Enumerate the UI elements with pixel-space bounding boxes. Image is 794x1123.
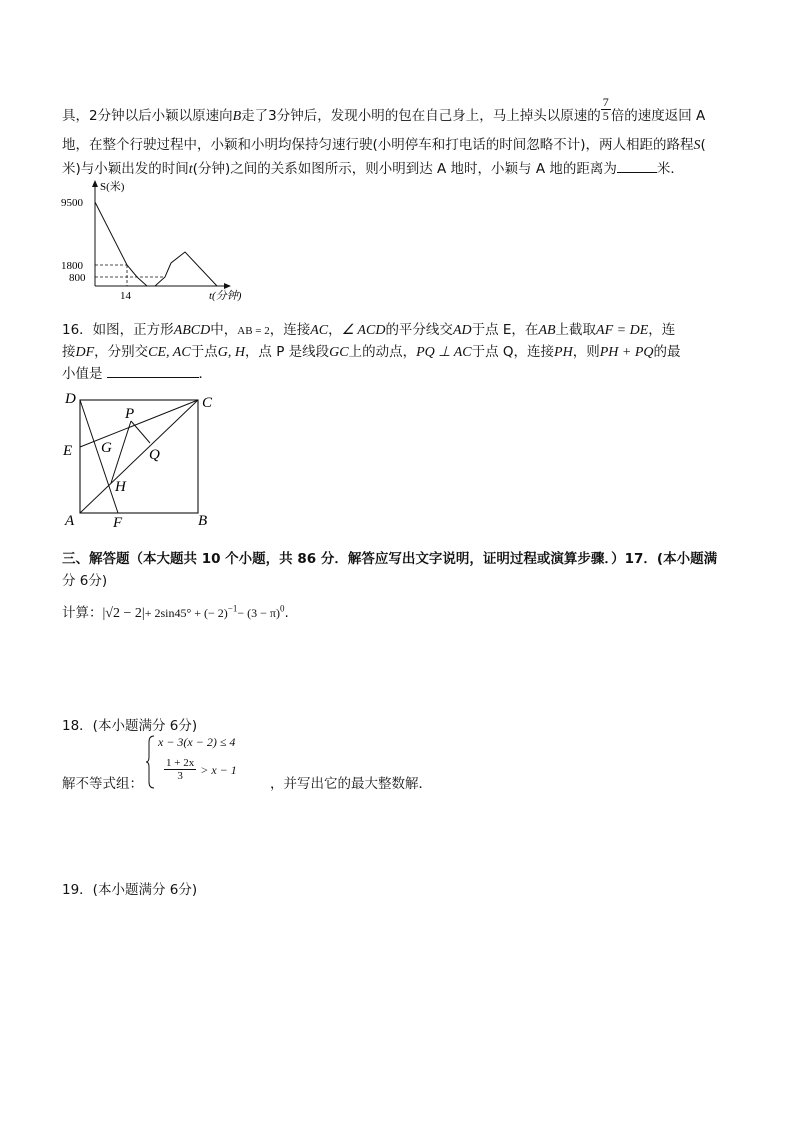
q16-text: 接 xyxy=(62,344,76,360)
q16-text: 中， xyxy=(210,322,238,338)
math-ph-plus-pq: PH + PQ xyxy=(599,345,654,360)
answer-blank-15 xyxy=(617,158,657,173)
math-ac: AC xyxy=(310,323,329,338)
section-3-heading: 三、解答题（本大题共 10 个小题，共 86 分．解答应写出文字说明，证明过程或演算步骤．）17．(本小题满 xyxy=(62,551,718,567)
math-df: DF xyxy=(75,345,95,360)
math-ph: PH xyxy=(554,345,573,360)
q17-terms: − (3 − π) xyxy=(237,606,280,620)
q19-header: 19．(本小题满分 6分) xyxy=(62,882,198,898)
distance-time-graph xyxy=(55,178,265,303)
q15-text: ，两人相距的路程 xyxy=(585,137,694,153)
q18-brace xyxy=(146,734,156,790)
y-axis-label: S(米) xyxy=(100,181,125,193)
y-tick-800: 800 xyxy=(69,272,86,284)
math-s: S xyxy=(693,138,701,153)
q18-ineq1-text: x − 3(x − 2) ≤ 4 xyxy=(158,735,236,749)
q16-text: 的平分线交 xyxy=(385,322,453,338)
math-pq-perp-ac: PQ ⊥ AC xyxy=(416,345,472,360)
q16-text: ，则 xyxy=(572,344,600,360)
square-geometry-figure xyxy=(55,385,230,535)
q17-abs-term: |√2 − 2| xyxy=(102,606,145,621)
fraction-7-5: $\frac{7}{5}$ xyxy=(602,94,609,123)
q18-inequality-2 xyxy=(164,757,237,782)
q16-text: ． xyxy=(198,366,212,382)
math-ab: AB xyxy=(538,323,556,338)
q16-text: ，连接 xyxy=(269,322,311,338)
q15-paren-note: (小明停车和打电话的时间忽略不计) xyxy=(372,137,586,153)
q15-text: 地，在整个行驶过程中，小颖和小明均保持匀速行驶 xyxy=(62,137,373,153)
q15-line-1 xyxy=(62,94,706,125)
label-e: E xyxy=(63,443,73,459)
q15-text: (分钟 xyxy=(192,161,225,177)
label-c: C xyxy=(202,395,213,411)
q16-text: 小值是 xyxy=(62,366,103,382)
q15-text: 具，2分钟以后小颖以原速向 xyxy=(62,108,233,124)
q17-exponent-0: 0 xyxy=(279,603,285,614)
q16-text: ， xyxy=(328,322,342,338)
q18-ineq2-rhs: > x − 1 xyxy=(200,762,237,777)
q15-text: 走了3分钟后，发现小明的包在自己身上，马上掉头以原速的 xyxy=(241,108,601,124)
label-b: B xyxy=(198,513,208,529)
x-tick-14: 14 xyxy=(120,290,131,302)
q15-text: ( xyxy=(700,137,706,153)
q16-text: 上的动点， xyxy=(348,344,417,360)
q16-text: 上截取 xyxy=(555,322,597,338)
q16-text: 16．如图，正方形 xyxy=(62,322,174,338)
q16-text: 的最 xyxy=(653,344,681,360)
label-q: Q xyxy=(149,447,160,463)
label-h: H xyxy=(115,479,126,495)
math-gc: GC xyxy=(329,345,349,360)
x-axis-label: t(分钟) xyxy=(209,290,242,302)
math-abcd: ABCD xyxy=(173,323,211,338)
q17-lead: 计算： xyxy=(62,605,103,621)
q18-fraction: $\frac{1 + 2x}{3}$ xyxy=(166,757,195,782)
q17-exponent-neg1: −1 xyxy=(227,603,238,614)
q18-header: 18．(本小题满分 6分) xyxy=(62,718,198,734)
label-p: P xyxy=(125,406,135,422)
label-a: A xyxy=(65,513,75,529)
q16-text: ，分别交 xyxy=(94,344,149,360)
q15-text: 倍的速度返回 A xyxy=(610,108,706,124)
answer-blank-16 xyxy=(107,363,199,378)
q15-line-2 xyxy=(62,133,706,154)
math-ad: AD xyxy=(452,323,472,338)
q17-end: . xyxy=(284,605,289,621)
q18-lead: 解不等式组： xyxy=(62,776,143,792)
q16-text: ，点 P 是线段 xyxy=(244,344,330,360)
q16-line-1 xyxy=(62,318,675,339)
math-t: t xyxy=(188,162,193,177)
q18-inequality-1 xyxy=(158,735,235,750)
math-b: B xyxy=(232,109,242,124)
math-af-eq-de: AF = DE xyxy=(596,323,649,338)
q16-text: 于点 E，在 xyxy=(471,322,539,338)
q16-text: ，连 xyxy=(648,322,676,338)
q17-line xyxy=(62,601,289,622)
q16-line-2 xyxy=(62,340,681,361)
label-d: D xyxy=(65,391,76,407)
label-f: F xyxy=(113,515,123,531)
q15-text: 米． xyxy=(656,161,684,177)
q16-text: 于点 Q，连接 xyxy=(471,344,555,360)
q16-line-3 xyxy=(62,362,212,382)
section-3-heading-cont: 分 6分) xyxy=(62,573,108,589)
q15-line-3 xyxy=(62,157,684,178)
label-g: G xyxy=(101,440,112,456)
math-angle-acd: ∠ ACD xyxy=(341,323,386,338)
y-tick-9500: 9500 xyxy=(61,197,83,209)
q15-text: 米 xyxy=(62,161,76,177)
q16-text: 于点 xyxy=(190,344,218,360)
q15-text: )之间的关系如图所示，则小明到达 A 地时，小颖与 A 地的距离为 xyxy=(224,161,617,177)
math-ce-ac: CE, AC xyxy=(148,345,191,360)
math-g-h: G, H xyxy=(217,345,245,360)
y-tick-1800: 1800 xyxy=(61,260,83,272)
q18-tail: ，并写出它的最大整数解． xyxy=(270,776,432,792)
math-ab-eq-2: AB = 2 xyxy=(237,325,270,337)
q17-terms: + 2sin45° + (− 2) xyxy=(144,606,228,620)
q15-text: )与小颖出发的时间 xyxy=(75,161,189,177)
